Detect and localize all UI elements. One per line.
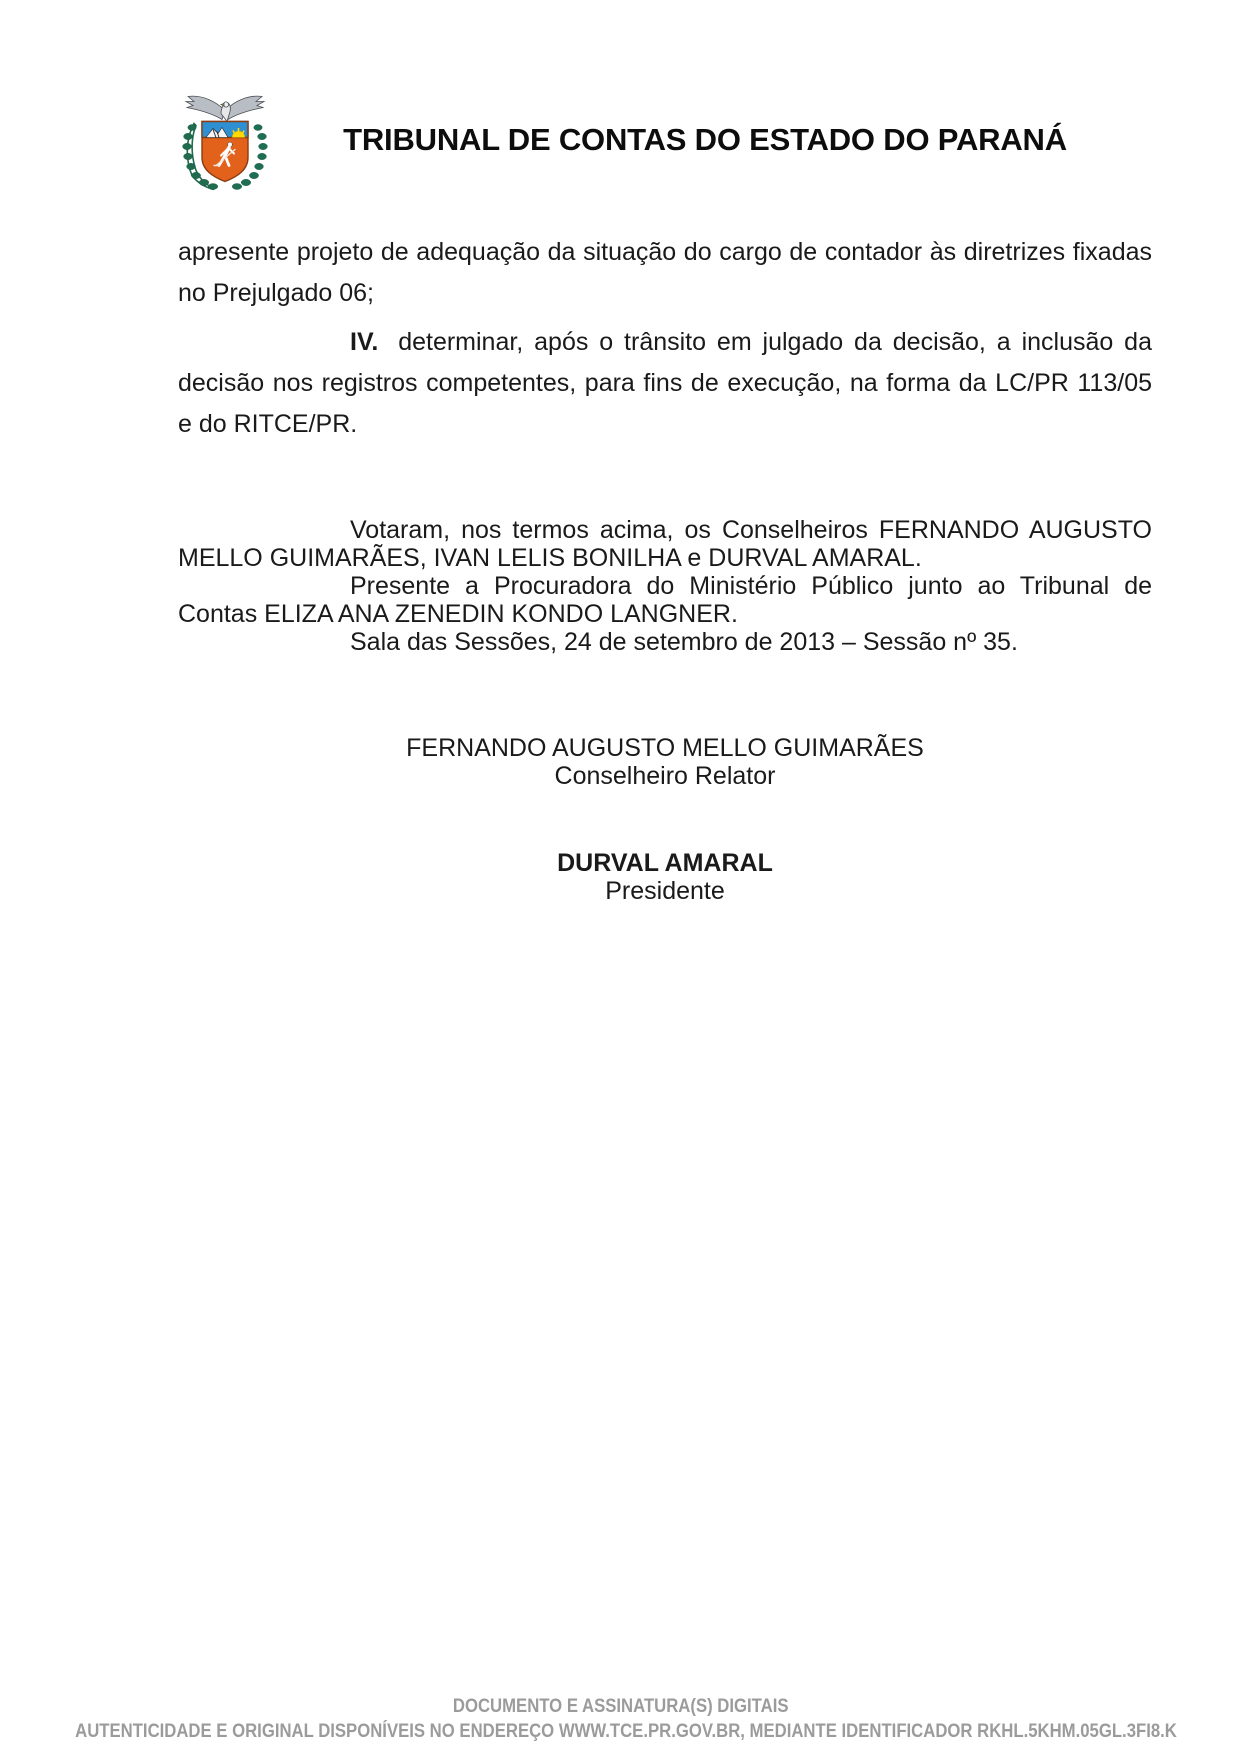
paragraph-continuation — [178, 232, 1152, 314]
signature-role: Conselheiro Relator — [554, 762, 776, 790]
signature-role: Presidente — [605, 877, 725, 905]
signature-name: FERNANDO AUGUSTO MELLO GUIMARÃES — [406, 734, 924, 762]
signature-block-presidente — [178, 849, 1152, 905]
item-iv-text: determinar, após o trânsito em julgado da decisão, a inclusão da — [398, 328, 1152, 356]
footer-line: AUTENTICIDADE E ORIGINAL DISPONÍVEIS NO ENDEREÇO WWW.TCE.PR.GOV.BR, MEDIANTE IDENTIFICADOR RKHL.5KHM.05GL.3FI8.K — [75, 1721, 1177, 1742]
paragraph-line: Votaram, nos termos acima, os Conselheiros FERNANDO AUGUSTO — [350, 516, 1152, 544]
paragraph-line: MELLO GUIMARÃES, IVAN LELIS BONILHA e DURVAL AMARAL. — [178, 544, 922, 572]
paragraph-line: no Prejulgado 06; — [178, 279, 374, 307]
signature-name: DURVAL AMARAL — [557, 849, 773, 877]
paragraph-line: Presente a Procuradora do Ministério Público junto ao Tribunal de — [350, 572, 1152, 600]
paragraph-line: decisão nos registros competentes, para fins de execução, na forma da LC/PR 113/05 — [178, 369, 1152, 397]
paragraph-line: apresente projeto de adequação da situação do cargo de contador às diretrizes fixadas — [178, 238, 1152, 266]
paragraph-line: Sala das Sessões, 24 de setembro de 2013 – Sessão nº 35. — [350, 628, 1018, 656]
paragraph-line — [178, 322, 1152, 363]
digital-signature-footer — [0, 1694, 1241, 1744]
paragraph-line: Contas ELIZA ANA ZENEDIN KONDO LANGNER. — [178, 600, 738, 628]
signature-block-relator — [178, 734, 1152, 790]
page-title: TRIBUNAL DE CONTAS DO ESTADO DO PARANÁ — [343, 122, 1067, 157]
footer-line: DOCUMENTO E ASSINATURA(S) DIGITAIS — [452, 1696, 789, 1717]
paragraph-item-iv — [178, 322, 1152, 445]
item-iv-label: IV. — [350, 328, 379, 356]
eagle-icon — [186, 96, 264, 121]
shield-icon — [202, 122, 248, 182]
parana-coat-of-arms-logo — [178, 93, 272, 192]
session-block — [178, 516, 1152, 656]
paragraph-line: e do RITCE/PR. — [178, 410, 358, 438]
